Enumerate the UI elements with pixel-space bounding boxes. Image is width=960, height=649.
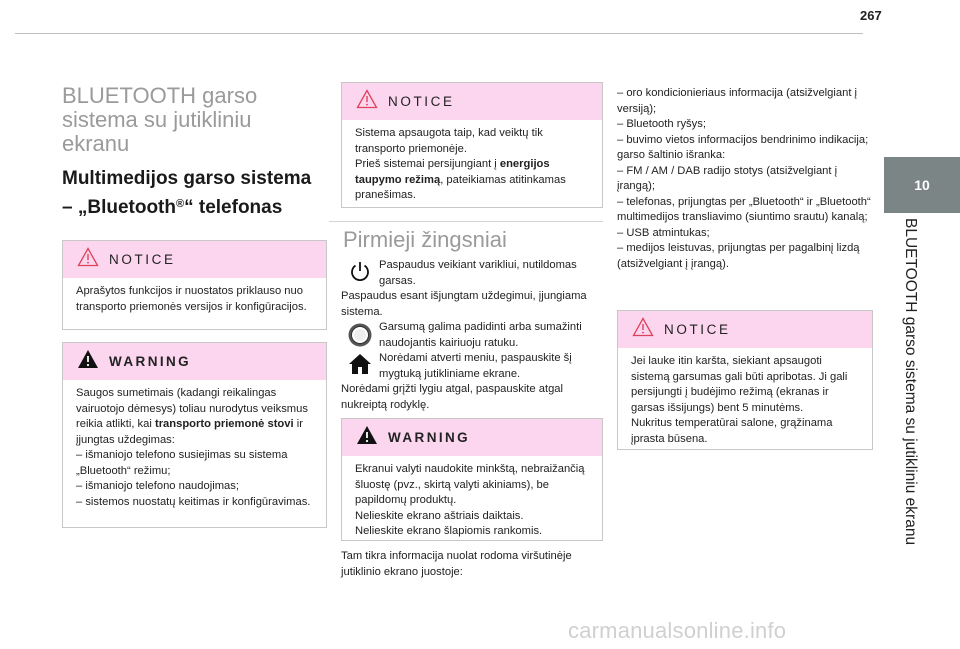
top-rule: [15, 33, 863, 34]
warning-label: WARNING: [388, 430, 471, 445]
top-bar-info-text: Tam tikra informacija nuolat rodoma viršutinėje jutiklinio ekrano juostoje:: [341, 550, 572, 578]
list-item: – oro kondicionieriaus informacija (atsižvelgiant į versiją);: [617, 87, 858, 115]
notice-label: NOTICE: [664, 322, 731, 337]
list-item: – FM / AM / DAB radijo stotys (atsižvelgiant į įrangą);: [617, 164, 838, 192]
warning-header: [63, 343, 326, 380]
list-item: – USB atmintukas;: [617, 226, 710, 239]
page-number: 267: [860, 8, 882, 23]
side-chapter-title: BLUETOOTH garso sistema su jutikliniu ekranu: [902, 218, 919, 546]
list-item: – Bluetooth ryšys;: [617, 118, 706, 130]
notice-triangle-icon: [356, 89, 378, 114]
page-title: BLUETOOTH garso sistema su jutikliniu ekranu: [62, 83, 258, 156]
list-item: – buvimo vietos informacijos bendrinimo indikacija;: [617, 133, 869, 146]
list-item: garso šaltinio išranka:: [617, 149, 726, 161]
first-steps-text: Paspaudus veikiant varikliui, nutildomas garsas. Paspaudus esant išjungtam uždegimui, įjungiama sistema. Garsumą galima padidinti arba sumažinti naudojantis kairiuoju ratuku. Norėdami atverti meniu, paspauskite šį mygtuką jutikliniame ekrane. Norėdami grįžti lygiu atgal, paspauskite atgal nukreiptą rodyklę.: [341, 258, 603, 413]
warning-box: [62, 342, 327, 528]
warning-header: [342, 419, 602, 456]
notice-label: NOTICE: [388, 94, 455, 109]
warning-box: [341, 418, 603, 541]
warning-line: – išmaniojo telefono naudojimas;: [76, 480, 239, 492]
warning-line: – sistemos nuostatų keitimas ir konfigūravimas.: [76, 495, 311, 508]
notice-triangle-icon: [77, 247, 99, 272]
list-item: – medijos leistuvas, prijungtas per pagalbinį lizdą (atsižvelgiant į įrangą).: [617, 242, 860, 270]
notice-box: [62, 240, 327, 330]
notice-header: [63, 241, 326, 278]
notice-triangle-icon: [632, 317, 654, 342]
notice-text: Aprašytos funkcijos ir nuostatos priklauso nuo transporto priemonės versijos ir konfigūracijos.: [76, 285, 307, 313]
home-icon: [341, 351, 379, 375]
notice-text: Jei lauke itin karšta, siekiant apsaugoti sistemą garsumas gali būti apribotas. Ji gali persijungti į budėjimo režimą (ekranas ir garsas išsijungs) bent 5 minutėms. Nukritus temperatūrai salone, grąžinama įprasta būsena.: [631, 355, 848, 445]
power-icon: [341, 258, 379, 282]
section-heading: Pirmieji žingsniai: [343, 227, 507, 252]
home-instruction: Norėdami atverti meniu, paspauskite šį mygtuką jutikliniame ekrane.: [341, 351, 603, 382]
section-tab: 10: [884, 157, 960, 213]
notice-text: Sistema apsaugota taip, kad veiktų tik transporto priemonėje. Prieš sistemai persijungiant į energijos taupymo režimą, pateikiamas atitinkamas pranešimas.: [355, 127, 566, 201]
notice-header: [342, 83, 602, 120]
section-separator: [329, 221, 603, 222]
notice-box: [617, 310, 873, 450]
section-subtitle: Multimedijos garso sistema – „Bluetooth®“ telefonas: [62, 168, 312, 218]
notice-header: [618, 311, 872, 348]
warning-label: WARNING: [109, 354, 192, 369]
warning-text: Ekranui valyti naudokite minkštą, nebraižančią šluostę (pvz., skirtą valyti akiniams), be papildomų produktų. Nelieskite ekrano aštriais daiktais. Nelieskite ekrano šlapiomis rankomis.: [355, 463, 585, 537]
notice-label: NOTICE: [109, 252, 176, 267]
notice-box: [341, 82, 603, 208]
warning-triangle-icon: [77, 349, 99, 374]
warning-line: – išmaniojo telefono susiejimas su sistema „Bluetooth“ režimu;: [76, 449, 288, 477]
list-item: – telefonas, prijungtas per „Bluetooth“ ir „Bluetooth“ multimedijos transliavimo (siuntimo srautu) kanalą;: [617, 195, 871, 223]
volume-instruction: Garsumą galima padidinti arba sumažinti naudojantis kairiuoju ratuku.: [341, 320, 603, 351]
watermark: carmanualsonline.info: [568, 618, 787, 643]
warning-triangle-icon: [356, 425, 378, 450]
volume-knob-icon: [341, 320, 379, 348]
warning-text: Saugos sumetimais (kadangi reikalingas vairuotojo dėmesys) toliau nurodytus veiksmus reikia atlikti, kai transporto priemonė stovi ir įjungtas uždegimas: – išmaniojo telefono susiejimas su sistema „Bluetooth“ režimu; – išmaniojo telefono naudojimas; – sistemos nuostatų keitimas ir konfigūravimas.: [63, 380, 326, 518]
power-instruction: Paspaudus veikiant varikliui, nutildomas garsas.: [341, 258, 603, 289]
status-bar-list: [617, 86, 873, 272]
